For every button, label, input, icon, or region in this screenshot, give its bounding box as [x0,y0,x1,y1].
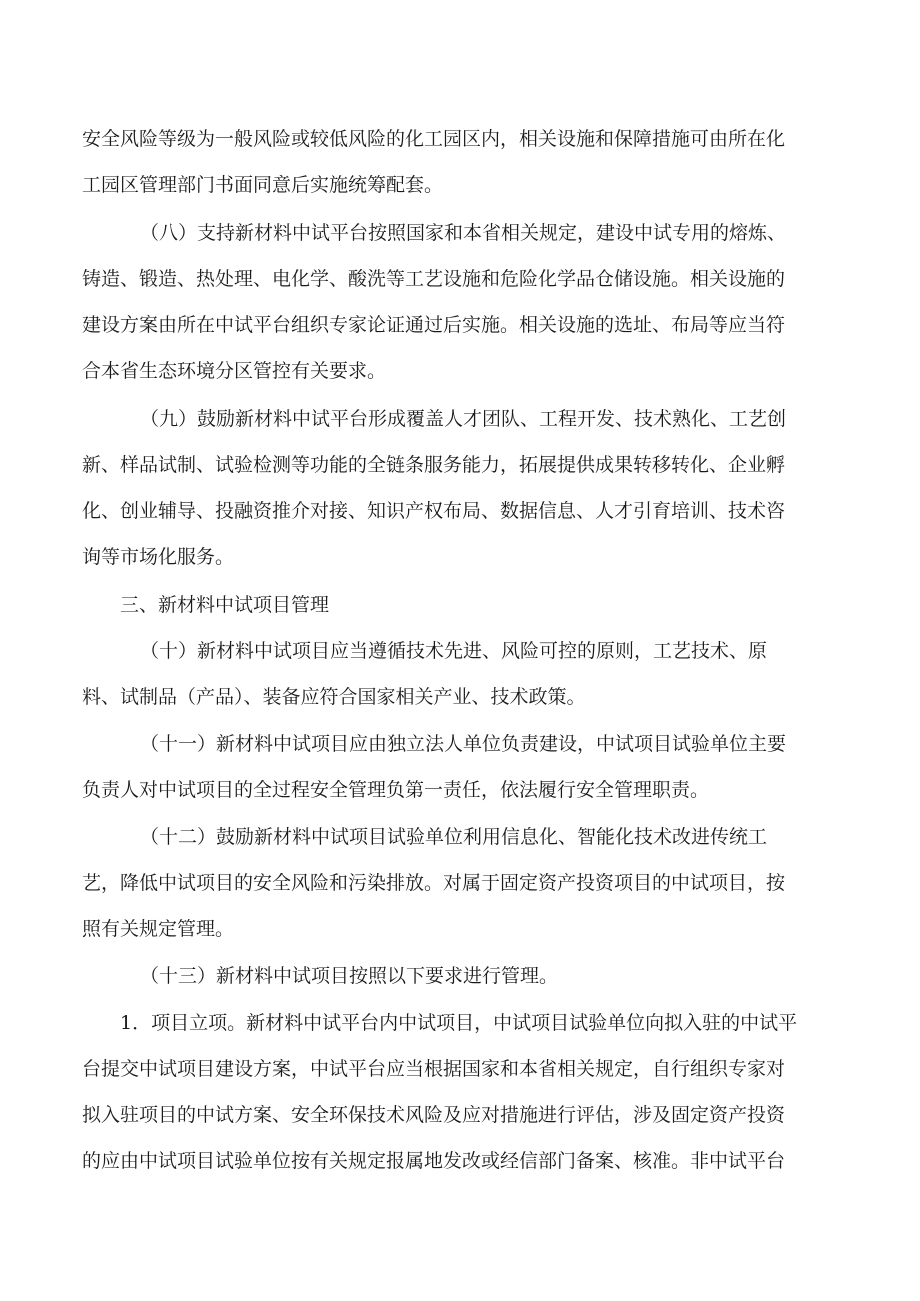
text-line: 拟入驻项目的中试方案、安全环保技术风险及应对措施进行评估，涉及固定资产投资 [82,1104,786,1126]
text-line: 安全风险等级为一般风险或较低风险的化工园区内，相关设施和保障措施可由所在化 [82,128,786,150]
paragraph-10-first-line: （十）新材料中试项目应当遵循技术先进、风险可控的原则，工艺技术、原 [140,640,768,662]
text-line: 艺，降低中试项目的安全风险和污染排放。对属于固定资产投资项目的中试项目，按 [82,872,786,894]
section-heading: 三、新材料中试项目管理 [120,594,330,616]
text-line: 的应由中试项目试验单位按有关规定报属地发改或经信部门备案、核准。非中试平台 [82,1150,786,1172]
text-line: 照有关规定管理。 [82,918,235,940]
paragraph-9-first-line: （九）鼓励新材料中试平台形成覆盖人才团队、工程开发、技术熟化、工艺创 [140,408,787,430]
text-line: 料、试制品（产品）、装备应符合国家相关产业、技术政策。 [82,686,586,708]
paragraph-8-first-line: （八）支持新材料中试平台按照国家和本省相关规定，建设中试专用的熔炼、 [140,222,787,244]
item-1-first-line: 1．项目立项。新材料中试平台内中试项目，中试项目试验单位向拟入驻的中试平 [120,1012,798,1034]
text-line: 询等市场化服务。 [82,546,235,568]
paragraph-11-first-line: （十一）新材料中试项目应由独立法人单位负责建设，中试项目试验单位主要 [140,733,787,755]
text-line: 铸造、锻造、热处理、电化学、酸洗等工艺设施和危险化学品仓储设施。相关设施的 [82,268,786,290]
text-line: 新、样品试制、试验检测等功能的全链条服务能力，拓展提供成果转移转化、企业孵 [82,454,786,476]
paragraph-12-first-line: （十二）鼓励新材料中试项目试验单位利用信息化、智能化技术改进传统工 [140,826,768,848]
text-line: 台提交中试项目建设方案，中试平台应当根据国家和本省相关规定，自行组织专家对 [82,1058,786,1080]
text-line: 建设方案由所在中试平台组织专家论证通过后实施。相关设施的选址、布局等应当符 [82,314,786,336]
paragraph-13-first-line: （十三）新材料中试项目按照以下要求进行管理。 [140,965,559,987]
text-line: 化、创业辅导、投融资推介对接、知识产权布局、数据信息、人才引育培训、技术咨 [82,500,786,522]
text-line: 负责人对中试项目的全过程安全管理负第一责任，依法履行安全管理职责。 [82,779,710,801]
text-line: 合本省生态环境分区管控有关要求。 [82,360,387,382]
text-line: 工园区管理部门书面同意后实施统筹配套。 [82,174,444,196]
